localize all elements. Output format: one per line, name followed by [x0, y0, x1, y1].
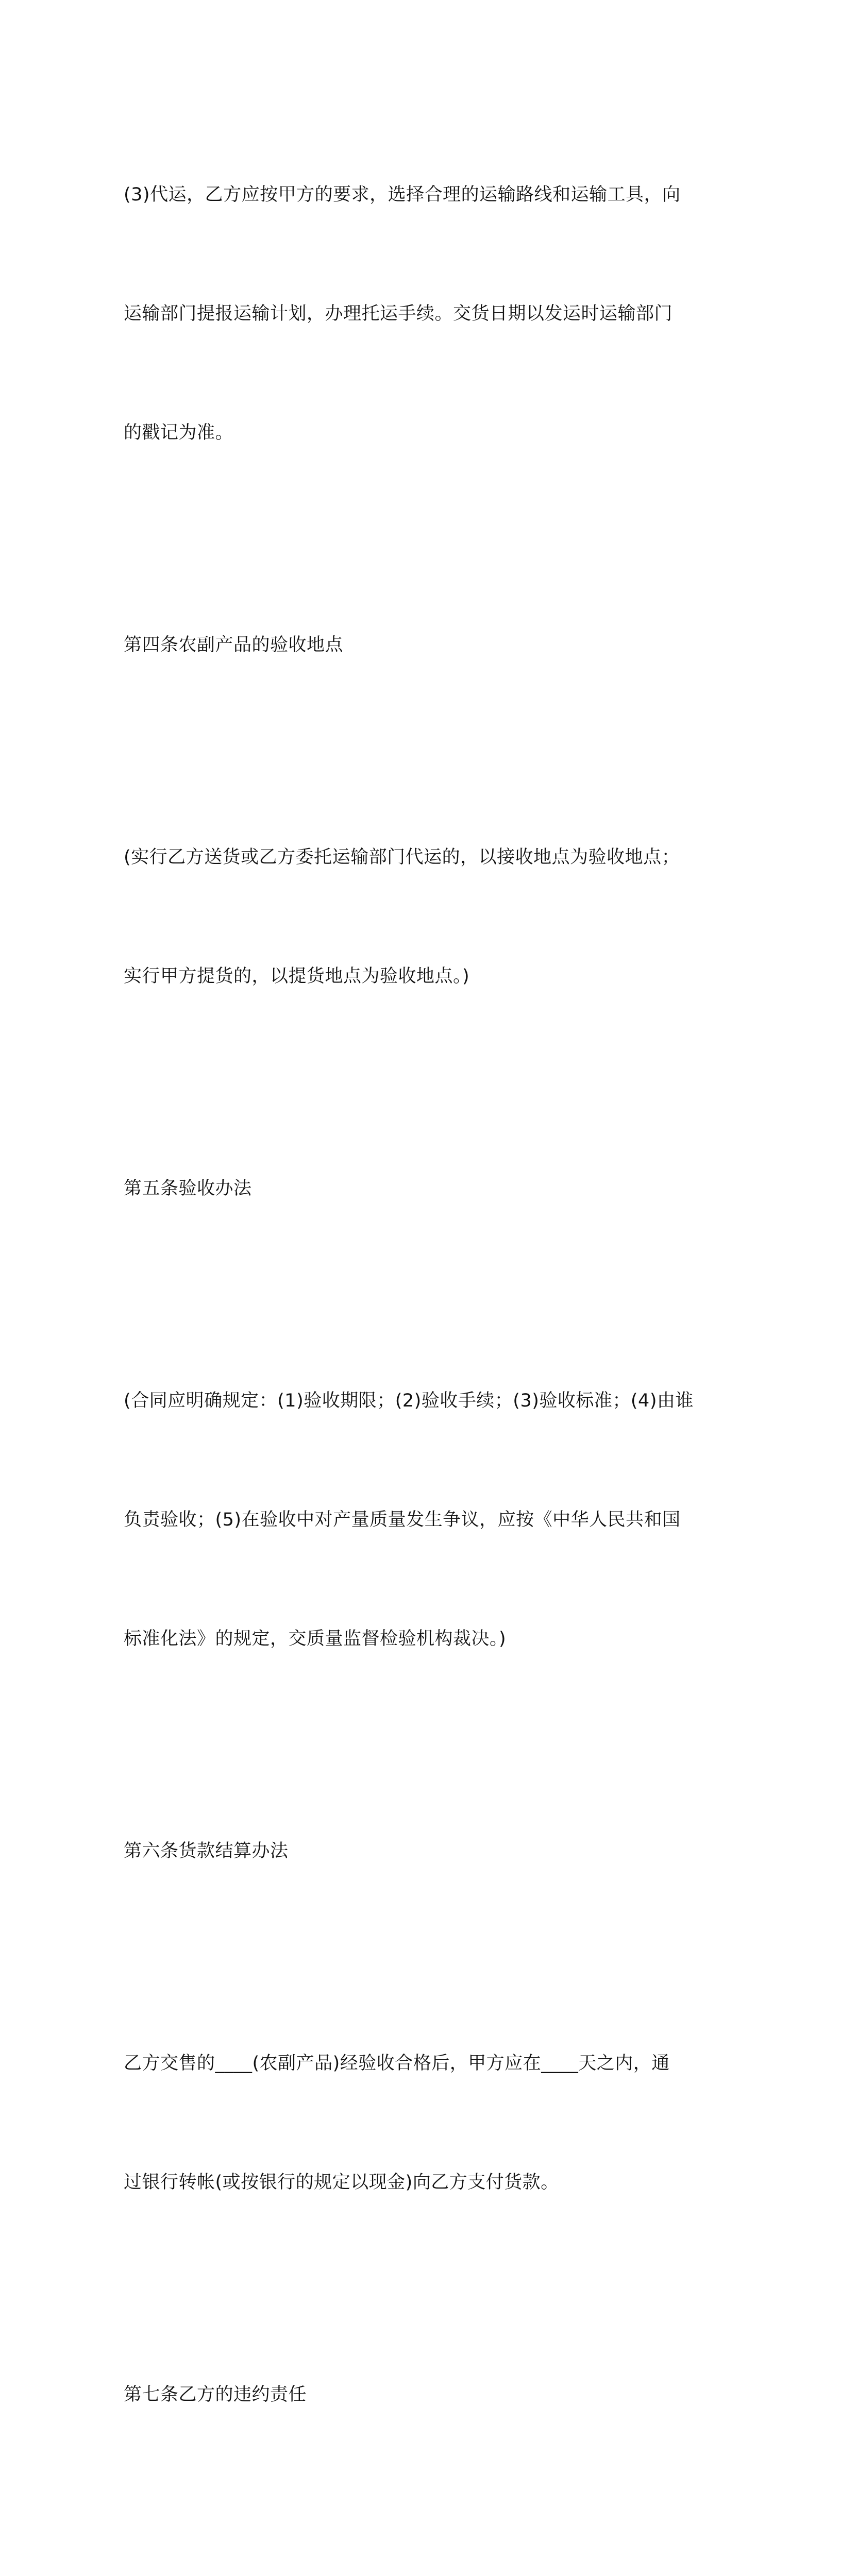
paragraph-delivery-by-transport — [124, 96, 716, 532]
text-line: 乙方交售的____(农副产品)经验收合格后，甲方应在____天之内，通 — [124, 2053, 670, 2074]
text-line: 标准化法》的规定，交质量监督检验机构裁决。) — [124, 1629, 507, 1649]
text-line: 过银行转帐(或按银行的规定以现金)向乙方支付货款。 — [124, 2172, 559, 2193]
heading-text: 第五条验收办法 — [124, 1178, 252, 1199]
text-line: (实行乙方送货或乙方委托运输部门代运的，以接收地点为验收地点； — [124, 847, 680, 868]
paragraph-inspection-location — [124, 758, 716, 1076]
text-line: (3)代运，乙方应按甲方的要求，选择合理的运输路线和运输工具，向 — [124, 184, 681, 205]
text-line: 运输部门提报运输计划，办理托运手续。交货日期以发运时运输部门 — [124, 303, 673, 324]
article-4-heading — [124, 546, 716, 744]
paragraph-party-b-liability — [124, 2508, 716, 2576]
document-body — [124, 96, 716, 2576]
article-6-heading — [124, 1752, 716, 1951]
heading-text: 第七条乙方的违约责任 — [124, 2384, 307, 2405]
article-5-heading — [124, 1090, 716, 1288]
paragraph-inspection-method — [124, 1302, 716, 1738]
article-7-heading — [124, 2296, 716, 2494]
text-line: 负责验收；(5)在验收中对产量质量发生争议，应按《中华人民共和国 — [124, 1510, 681, 1530]
text-line: 的戳记为准。 — [124, 422, 234, 443]
heading-text: 第六条货款结算办法 — [124, 1841, 289, 1861]
text-line: (合同应明确规定：(1)验收期限；(2)验收手续；(3)验收标准；(4)由谁 — [124, 1391, 694, 1411]
paragraph-payment-settlement — [124, 1964, 716, 2282]
text-line: 实行甲方提货的，以提货地点为验收地点。) — [124, 966, 470, 987]
heading-text: 第四条农副产品的验收地点 — [124, 635, 344, 655]
